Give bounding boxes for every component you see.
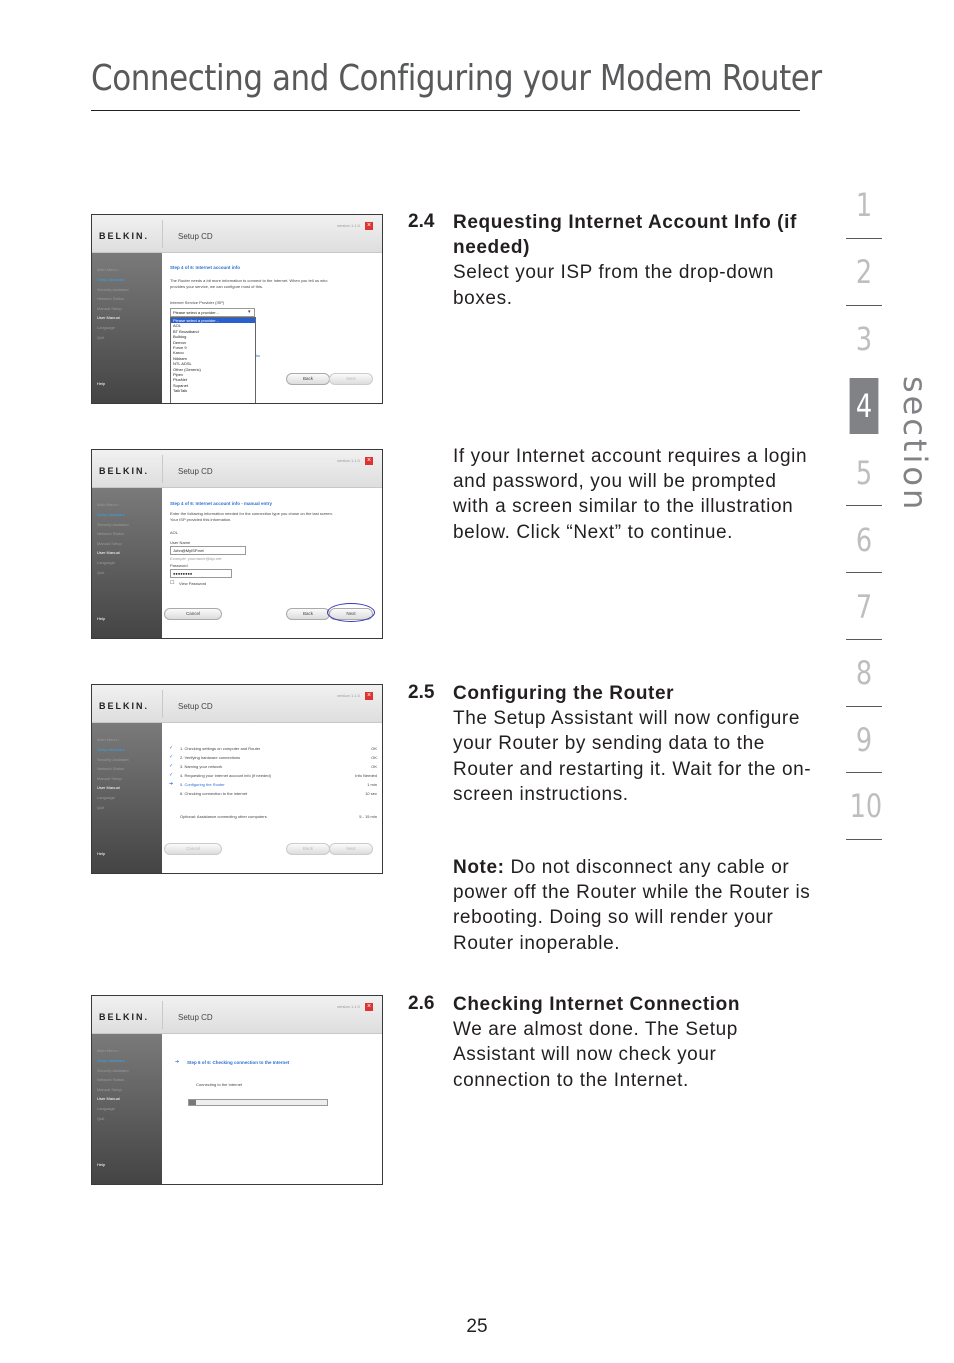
screenshot-login-entry (91, 449, 383, 639)
checkbox-icon[interactable]: ☐ (170, 580, 175, 586)
app-content (162, 1034, 382, 1184)
section-2-5-text (453, 681, 813, 807)
sidebar-item-language[interactable]: Language (97, 795, 115, 800)
next-button[interactable]: Next (329, 843, 373, 855)
isp-option[interactable]: AOL (173, 323, 182, 329)
section-number-2-6: 2.6 (408, 993, 435, 1014)
sidebar-item-manual-setup[interactable]: Manual Setup (97, 306, 122, 311)
isp-option[interactable]: Other (Generic) (173, 366, 201, 372)
nav-rule (846, 305, 882, 306)
sidebar-item-main-menu[interactable]: Main Menu › (97, 737, 120, 742)
optional-status: 5 - 15 min (359, 814, 377, 819)
progress-fill (189, 1100, 196, 1105)
nav-rule (846, 706, 882, 707)
connecting-text: Connecting to the Internet (196, 1082, 243, 1087)
section-number-2-5: 2.5 (408, 682, 435, 703)
isp-label: Internet Service Provider (ISP) (170, 300, 225, 305)
sidebar-help[interactable]: Help (97, 1162, 106, 1167)
sidebar-item-manual-setup[interactable]: Manual Setup (97, 776, 122, 781)
app-title: Setup CD (178, 232, 213, 241)
version-text: version 1.1.0 (337, 458, 360, 463)
sidebar-item-language[interactable]: Language (97, 560, 115, 565)
sidebar-item-setup-assistant[interactable]: Setup Assistant (97, 277, 125, 282)
section-body: Select your ISP from the drop-down boxes. (453, 262, 775, 309)
link-text[interactable]: ks (256, 353, 260, 358)
nav-rule (846, 572, 882, 573)
sidebar-item-quit[interactable]: Quit (97, 335, 105, 340)
step-title: Step 4 of 6: Internet account info - manual entry (170, 501, 273, 506)
close-icon[interactable]: × (366, 1003, 372, 1010)
cancel-button[interactable]: Cancel (164, 843, 222, 855)
app-title: Setup CD (178, 702, 213, 711)
password-label: Password (170, 563, 188, 568)
check-icon: ✓ (169, 745, 174, 751)
isp-option[interactable]: NTL ADSL (173, 361, 192, 367)
arrow-right-icon: ➔ (169, 781, 174, 787)
check-icon: ✓ (169, 754, 174, 760)
row-status: OK (371, 746, 377, 751)
nav-4-active[interactable]: 4 (850, 378, 879, 434)
page-number: 25 (466, 1316, 488, 1337)
app-content (162, 253, 382, 403)
app-topbar (92, 996, 382, 1034)
sidebar-item-security[interactable]: Security Assistant (97, 757, 129, 762)
section-heading: Configuring the Router (453, 683, 675, 704)
row-status: 10 sec (365, 791, 377, 796)
sidebar-item-main-menu[interactable]: Main Menu › (97, 502, 120, 507)
sidebar-item-setup-assistant[interactable]: Setup Assistant (97, 747, 125, 752)
isp-option[interactable]: Force 9 (173, 345, 187, 351)
sidebar-help[interactable]: Help (97, 851, 106, 856)
sidebar-item-security[interactable]: Security Assistant (97, 1068, 129, 1073)
sidebar-item-user-manual[interactable]: User Manual (97, 315, 120, 320)
description: provides your service, we can configure most of this. (170, 284, 263, 289)
section-body: We are almost done. The Setup Assistant will now check your connection to the Internet. (453, 1019, 738, 1091)
version-text: version 1.1.0 (337, 223, 360, 228)
sidebar-item-security[interactable]: Security Assistant (97, 287, 129, 292)
sidebar-item-user-manual[interactable]: User Manual (97, 785, 120, 790)
app-sidebar (92, 1034, 162, 1184)
highlight-ring (327, 603, 375, 622)
cancel-button[interactable]: Cancel (164, 608, 222, 620)
isp-option[interactable]: Demon (173, 339, 186, 345)
section-2-4-text-2: If your Internet account requires a login and password, you will be prompted with a screen similar to the illustration below. Click “Next” to continue. (453, 446, 808, 543)
user-name-hint: Example: yourname@isp.net (170, 556, 222, 561)
back-button[interactable]: Back (286, 843, 330, 855)
progress-bar (188, 1099, 328, 1106)
note-text (453, 855, 813, 956)
progress-row: 3. Naming your network (180, 764, 223, 769)
row-status: OK (371, 764, 377, 769)
belkin-logo: BELKIN. (99, 231, 149, 241)
belkin-logo: BELKIN. (99, 701, 149, 711)
belkin-logo: BELKIN. (99, 466, 149, 476)
nav-rule (846, 839, 882, 840)
description: Your ISP provided this information. (170, 517, 232, 522)
check-icon: ✓ (169, 763, 174, 769)
sidebar-item-manual-setup[interactable]: Manual Setup (97, 1087, 122, 1092)
nav-1[interactable]: 1 (855, 186, 873, 224)
sidebar-item-main-menu[interactable]: Main Menu › (97, 1048, 120, 1053)
isp-option[interactable]: TalkTalk (173, 388, 188, 394)
isp-option[interactable]: Pipex (173, 372, 184, 378)
page-title: Connecting and Configuring your Modem Router (91, 58, 822, 99)
app-content (162, 723, 382, 873)
close-icon[interactable]: × (366, 457, 372, 464)
isp-option[interactable]: Please select a provider... (171, 318, 255, 323)
step-title: Step 4 of 6: Internet account info (170, 265, 241, 270)
divider (162, 455, 163, 483)
isp-option[interactable]: Supanet (173, 382, 188, 388)
isp-dropdown[interactable]: Please select a provider... (170, 308, 255, 317)
isp-option[interactable]: BT Broadband (173, 328, 199, 334)
arrow-right-icon: ➔ (175, 1059, 180, 1065)
section-heading: Requesting Internet Account Info (if needed) (453, 212, 797, 259)
sidebar-item-quit[interactable]: Quit (97, 570, 105, 575)
progress-row: 4. Requesting your internet account info (if needed) (180, 773, 271, 778)
section-heading: Checking Internet Connection (453, 994, 741, 1015)
view-password-label: View Password (179, 581, 207, 586)
sidebar-item-main-menu[interactable]: Main Menu › (97, 267, 120, 272)
title-rule (91, 110, 800, 111)
nav-7[interactable]: 7 (855, 588, 873, 626)
close-icon[interactable]: × (366, 692, 372, 699)
sidebar-item-user-manual[interactable]: User Manual (97, 550, 120, 555)
isp-option[interactable]: Nildram (173, 355, 187, 361)
isp-option[interactable]: Karoo (173, 350, 184, 356)
section-body: The Setup Assistant will now configure your Router by sending data to the Router and restarting it. Wait for the on-screen instructions. (453, 708, 812, 805)
step-title: Step 6 of 6: Checking connection to the Internet (187, 1060, 290, 1065)
sidebar-help[interactable]: Help (97, 381, 106, 386)
sidebar-help[interactable]: Help (97, 616, 106, 621)
optional-row: Optional: Assistance connecting other computers (180, 814, 267, 819)
version-text: version 1.1.0 (337, 693, 360, 698)
section-2-4-text (453, 210, 813, 311)
sidebar-item-setup-assistant[interactable]: Setup Assistant (97, 1058, 125, 1063)
sidebar-item-language[interactable]: Language (97, 1106, 115, 1111)
isp-value: AOL (170, 530, 179, 535)
version-text: version 1.1.0 (337, 1004, 360, 1009)
isp-options-list[interactable] (170, 317, 256, 404)
next-button[interactable]: Next (329, 373, 373, 385)
nav-rule (846, 238, 882, 239)
note-label: Note: (453, 857, 505, 878)
sidebar-item-user-manual[interactable]: User Manual (97, 1096, 120, 1101)
app-sidebar (92, 253, 162, 403)
app-sidebar (92, 488, 162, 638)
sidebar-item-language[interactable]: Language (97, 325, 115, 330)
sidebar-item-manual-setup[interactable]: Manual Setup (97, 541, 122, 546)
divider (162, 690, 163, 718)
row-status: Info Needed (355, 773, 377, 778)
app-sidebar (92, 723, 162, 873)
app-topbar (92, 215, 382, 253)
progress-row: 2. Verifying hardware connections (180, 755, 241, 760)
progress-row: 1. Checking settings on computer and Router (180, 746, 261, 751)
back-button[interactable]: Back (286, 373, 330, 385)
sidebar-item-network-status[interactable]: Network Status (97, 296, 125, 301)
chevron-down-icon[interactable]: ▾ (248, 309, 251, 315)
nav-10[interactable]: 10 (849, 787, 883, 825)
nav-6[interactable]: 6 (855, 521, 873, 559)
nav-3[interactable]: 3 (855, 320, 873, 358)
sidebar-item-network-status[interactable]: Network Status (97, 766, 125, 771)
nav-rule (846, 772, 882, 773)
nav-9[interactable]: 9 (855, 721, 873, 759)
password-input[interactable]: ●●●●●●●● (170, 569, 232, 578)
progress-row: 6. Checking connection to the internet (180, 791, 248, 796)
divider (162, 220, 163, 248)
screenshot-checking-connection (91, 995, 383, 1185)
app-title: Setup CD (178, 1013, 213, 1022)
nav-5[interactable]: 5 (855, 454, 873, 492)
row-status: 1 min (367, 782, 377, 787)
note-body: Do not disconnect any cable or power off the Router while the Router is rebooting. Doing so will render your Router inoperable. (453, 857, 811, 954)
isp-option[interactable]: PlusNet (173, 377, 188, 383)
row-status: OK (371, 755, 377, 760)
sidebar-item-security[interactable]: Security Assistant (97, 522, 129, 527)
nav-8[interactable]: 8 (855, 654, 873, 692)
sidebar-item-quit[interactable]: Quit (97, 1116, 105, 1121)
close-icon[interactable]: × (366, 222, 372, 229)
nav-2[interactable]: 2 (855, 253, 873, 291)
back-button[interactable]: Back (286, 608, 330, 620)
belkin-logo: BELKIN. (99, 1012, 149, 1022)
nav-rule (846, 505, 882, 506)
screenshot-isp-select (91, 214, 383, 404)
sidebar-item-setup-assistant[interactable]: Setup Assistant (97, 512, 125, 517)
sidebar-item-quit[interactable]: Quit (97, 805, 105, 810)
nav-rule (846, 639, 882, 640)
section-label: section (896, 376, 934, 513)
app-topbar (92, 685, 382, 723)
screenshot-configuring (91, 684, 383, 874)
sidebar-item-network-status[interactable]: Network Status (97, 531, 125, 536)
sidebar-item-network-status[interactable]: Network Status (97, 1077, 125, 1082)
app-topbar (92, 450, 382, 488)
app-content (162, 488, 382, 638)
isp-option[interactable]: Bulldog (173, 334, 187, 340)
next-button[interactable]: Next (329, 608, 373, 620)
description: Enter the following information needed for the connection type you chose on the last screen. (170, 511, 333, 516)
app-title: Setup CD (178, 467, 213, 476)
user-name-input[interactable]: John@MyISP.net (170, 546, 246, 555)
user-name-label: User Name (170, 540, 191, 545)
description: The Router needs a bit more information to connect to the Internet. When you tell us who (170, 278, 328, 283)
progress-row-current: 5. Configuring the Router (180, 782, 225, 787)
section-number-2-4: 2.4 (408, 211, 435, 232)
check-icon: ✓ (169, 772, 174, 778)
section-2-6-text (453, 992, 813, 1093)
divider (162, 1001, 163, 1029)
